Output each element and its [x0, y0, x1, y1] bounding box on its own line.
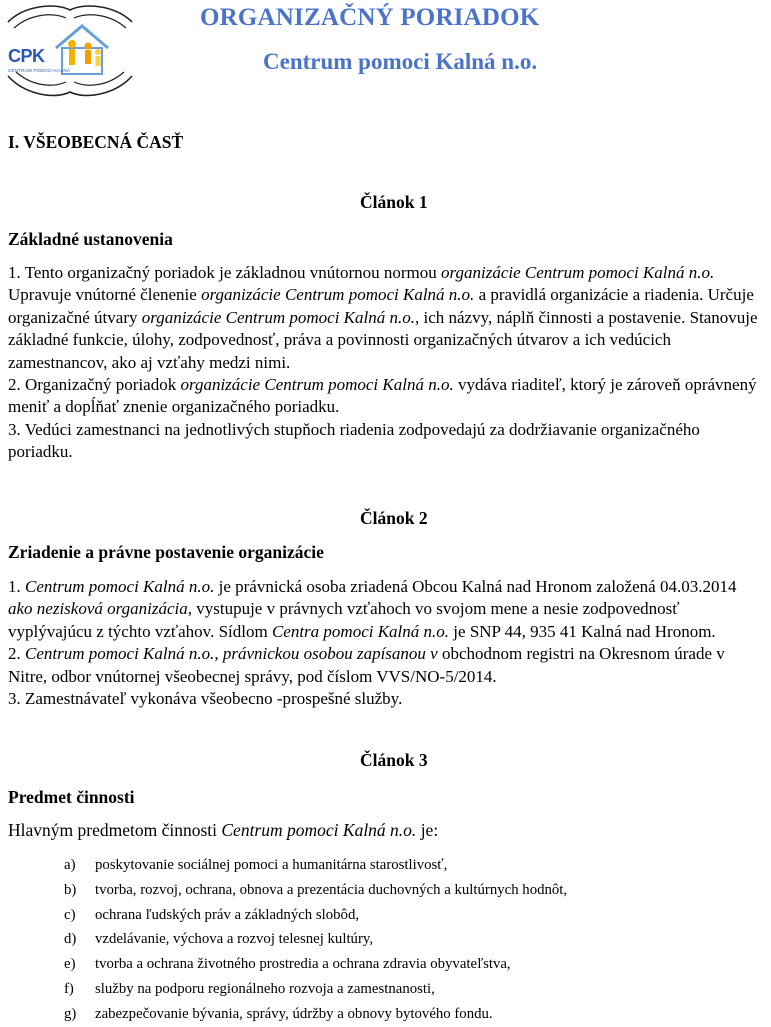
- article-1-paragraph-3: 3. Vedúci zamestnanci na jednotlivých stupňoch riadenia zodpovedajú za dodržiavanie organizačného poriadku.: [8, 419, 700, 462]
- list-item: [64, 927, 567, 952]
- text-segment: obchodnom registri na Okresnom úrade v Nitre, odbor vnútornej všeobecnej správy, pod číslom VVS/NO-5/2014.: [8, 644, 725, 686]
- article-2-paragraph-3: 3. Zamestnávateľ vykonáva všeobecno -prospešné služby.: [8, 689, 403, 709]
- list-item: [64, 903, 567, 928]
- text-segment: Upravuje vnútorné členenie: [8, 285, 202, 305]
- text-segment: vydáva riaditeľ, ktorý je zároveň oprávnený meniť a dopĺňať znenie organizačného poriadku.: [8, 375, 757, 417]
- text-segment-italic: Centrum pomoci Kalná n.o.: [221, 820, 417, 840]
- text-segment-italic: Centrum pomoci Kalná n.o.: [25, 577, 215, 596]
- list-item: [64, 952, 567, 977]
- article-2-heading: Zriadenie a právne postavenie organizácie: [8, 542, 324, 562]
- text-segment-italic: ako nezisková organizácia: [8, 599, 188, 619]
- text-segment: Hlavným predmetom činnosti: [8, 820, 222, 840]
- list-item-text: tvorba a ochrana životného prostredia a ochrana zdravia obyvateľstva,: [95, 956, 511, 973]
- article-2-paragraph-1: [8, 576, 764, 643]
- list-item-letter: e): [64, 956, 76, 973]
- article-1-body: [8, 262, 764, 464]
- text-segment: 2.: [8, 644, 25, 664]
- list-item-text: tvorba, rozvoj, ochrana, obnova a prezentácia duchovných a kultúrnych hodnôt,: [95, 881, 568, 898]
- text-segment: , vystupuje v právnych vzťahoch vo svojom mene a nesie zodpovednosť vyplývajúcu z týchto vzťahov. Sídlom: [8, 599, 680, 641]
- logo-caption: CENTRUM POMOCI KALNÁ: [8, 68, 71, 73]
- article-1-paragraph-2: [8, 374, 764, 419]
- list-item-text: vzdelávanie, výchova a rozvoj telesnej kultúry,: [95, 931, 374, 948]
- activity-list: [64, 853, 567, 1027]
- article-3-heading: Predmet činnosti: [8, 787, 135, 807]
- text-segment-italic: organizácie Centrum pomoci Kalná n.o.: [441, 263, 715, 282]
- article-1-title: Článok 1: [360, 192, 428, 212]
- text-segment: , ich názvy, náplň činnosti a postavenie. Stanovuje základné funkcie, úlohy, zodpovednosť, práva a povinnosti organizačných útvarov a ich vedúcich zamestnancov, ako aj vzťahy medzi nimi.: [8, 307, 758, 372]
- list-item-letter: f): [64, 980, 74, 997]
- list-item-letter: c): [64, 906, 76, 923]
- cpk-logo: [4, 2, 136, 104]
- list-item-letter: a): [64, 857, 76, 873]
- article-1-heading: Základné ustanovenia: [8, 229, 173, 249]
- article-1-paragraph-1: [8, 262, 764, 374]
- list-item: [64, 977, 567, 1002]
- list-item-letter: d): [64, 931, 77, 948]
- article-3-intro: [8, 820, 438, 841]
- article-2-paragraph-2: [8, 643, 764, 688]
- list-item-letter: b): [64, 881, 77, 898]
- list-item-text: zabezpečovanie bývania, správy, údržby a obnovy bytového fondu.: [95, 1005, 493, 1022]
- text-segment: je právnická osoba zriadená Obcou Kalná nad Hronom založená 04.03.2014: [214, 577, 737, 596]
- list-item-text: služby na podporu regionálneho rozvoja a zamestnanosti,: [95, 980, 435, 997]
- text-segment-italic: Centra pomoci Kalná n.o.: [271, 621, 450, 641]
- text-segment-italic: organizácie Centrum pomoci Kalná n.o.: [180, 375, 454, 395]
- list-item: [64, 853, 567, 878]
- list-item-text: poskytovanie sociálnej pomoci a humanitárna starostlivosť,: [95, 857, 448, 873]
- article-3-title: Článok 3: [360, 750, 428, 770]
- text-segment: 1.: [8, 577, 25, 596]
- logo-text: CPK: [8, 46, 45, 66]
- text-segment-italic: Centrum pomoci Kalná n.o., právnickou osobou zapísanou v: [25, 644, 438, 664]
- section-heading: I. VŠEOBECNÁ ČASŤ: [8, 132, 184, 152]
- text-segment: a pravidlá organizácie a riadenia. Určuje organizačné útvary: [8, 285, 754, 327]
- organization-name: Centrum pomoci Kalná n.o.: [263, 49, 538, 74]
- text-segment-italic: organizácie Centrum pomoci Kalná n.o.: [201, 285, 475, 305]
- text-segment-italic: organizácie Centrum pomoci Kalná n.o.: [141, 307, 415, 327]
- article-2-title: Článok 2: [360, 508, 428, 528]
- text-segment: je SNP 44, 935 41 Kalná nad Hronom.: [449, 621, 716, 641]
- document-title: ORGANIZAČNÝ PORIADOK: [200, 4, 540, 31]
- text-segment: 2. Organizačný poriadok: [8, 375, 181, 395]
- list-item-letter: g): [64, 1005, 77, 1022]
- article-2-body: [8, 576, 764, 710]
- list-item: [64, 878, 567, 903]
- list-item: [64, 1002, 567, 1027]
- text-segment: je:: [416, 820, 439, 840]
- text-segment: 1. Tento organizačný poriadok je základnou vnútornou normou: [8, 263, 441, 282]
- list-item-text: ochrana ľudských práv a základných slobôd,: [95, 906, 360, 923]
